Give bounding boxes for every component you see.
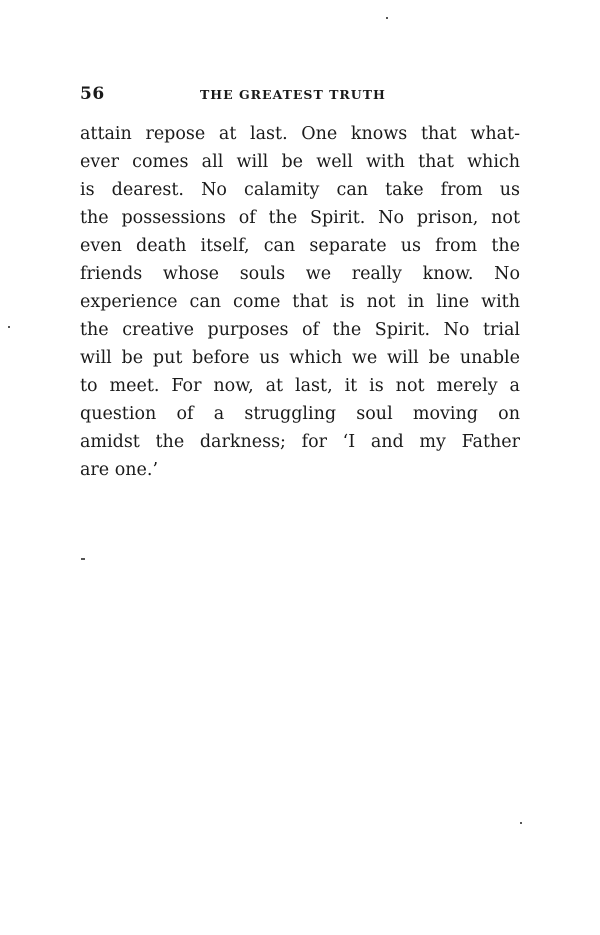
scan-speck (8, 326, 10, 328)
running-head (80, 84, 520, 106)
running-title: THE GREATEST TRUTH (200, 87, 386, 102)
page-number: 56 (80, 84, 105, 104)
text-line: to meet. For now, at last, it is not merely a (80, 376, 520, 396)
text-line: the possessions of the Spirit. No prison, not (80, 208, 520, 228)
text-line: amidst the darkness; for ‘I and my Father (80, 432, 520, 452)
text-line: are one.’ (80, 460, 159, 480)
scan-speck (386, 17, 388, 19)
text-line: question of a struggling soul moving on (80, 404, 520, 424)
text-line: attain repose at last. One knows that what- (80, 124, 520, 144)
scan-speck (81, 558, 85, 560)
body-paragraph (80, 120, 520, 484)
text-line: ever comes all will be well with that which (80, 152, 520, 172)
text-line: will be put before us which we will be unable (80, 348, 520, 368)
text-line: is dearest. No calamity can take from us (80, 180, 520, 200)
scan-speck (520, 822, 522, 824)
text-line: friends whose souls we really know. No (80, 264, 520, 284)
text-line: even death itself, can separate us from the (80, 236, 520, 256)
text-line: the creative purposes of the Spirit. No trial (80, 320, 520, 340)
text-line: experience can come that is not in line with (80, 292, 520, 312)
